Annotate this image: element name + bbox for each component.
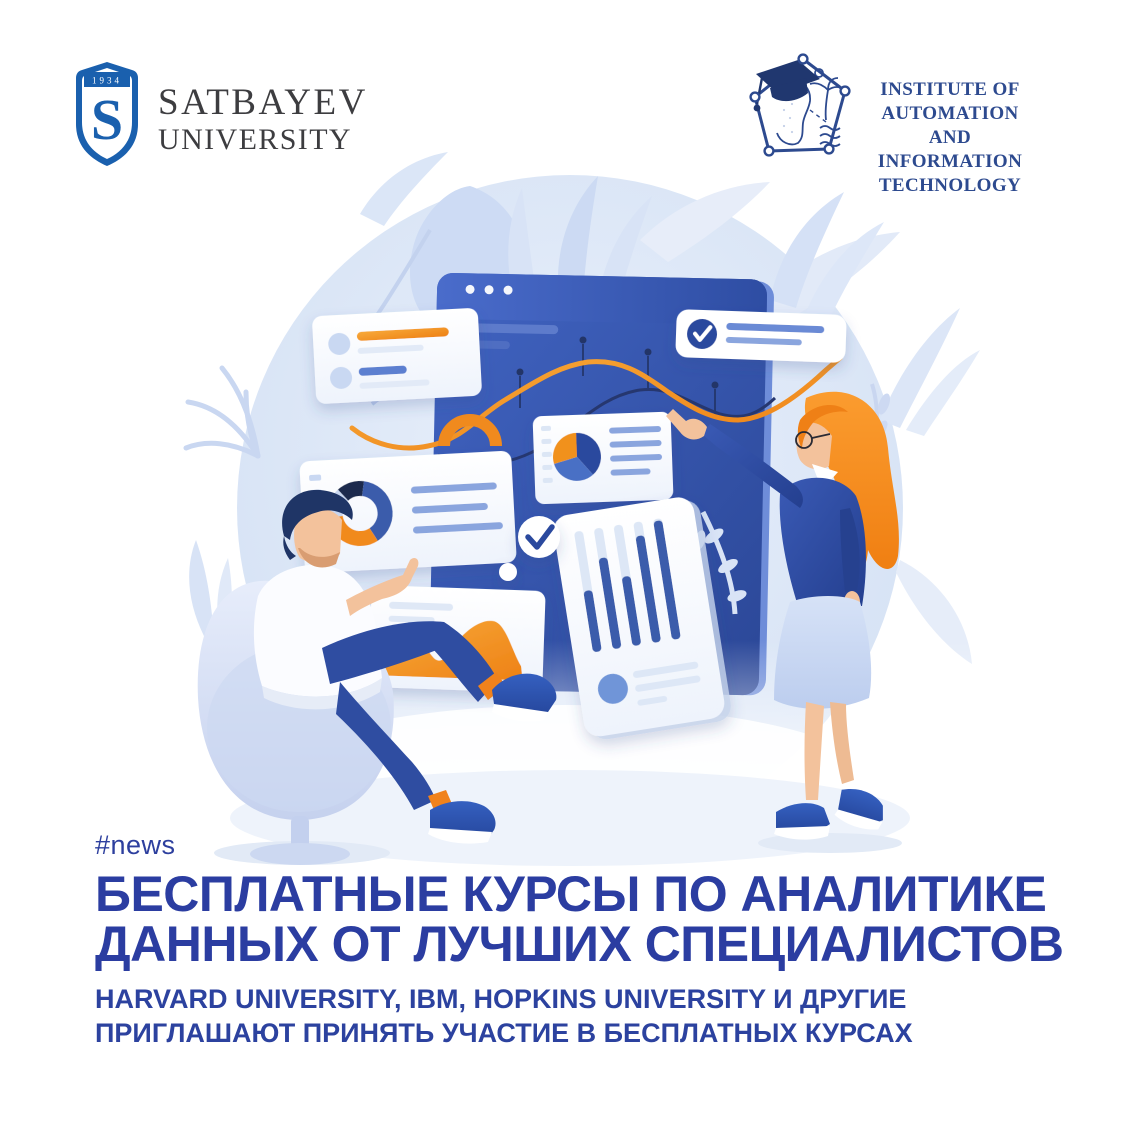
institute-line4: TECHNOLOGY	[878, 175, 1022, 196]
institute-line2: AUTOMATION AND	[881, 103, 1019, 148]
task-check-card	[675, 309, 847, 363]
check-badge-icon	[518, 516, 560, 558]
post-subtitle	[95, 983, 1085, 1051]
woman-skirt	[774, 596, 871, 709]
satbayev-monogram: S	[90, 87, 124, 152]
pie-chart-card	[533, 412, 674, 505]
institute-line3: INFORMATION	[877, 151, 1023, 172]
hashtag: #news	[95, 830, 176, 860]
satbayev-university: UNIVERSITY	[158, 123, 352, 156]
title-line-2: ДАННЫХ ОТ ЛУЧШИХ СПЕЦИАЛИСТОВ	[95, 916, 1064, 972]
post-title	[95, 866, 1085, 972]
subtitle-line-2: ПРИГЛАШАЮТ ПРИНЯТЬ УЧАСТИЕ В БЕСПЛАТНЫХ КУРСАХ	[95, 1017, 913, 1048]
satbayev-name: SATBAYEV	[158, 82, 368, 123]
user-list-card	[312, 308, 482, 405]
subtitle-line-1: HARVARD UNIVERSITY, IBM, HOPKINS UNIVERSITY И ДРУГИЕ	[95, 984, 907, 1014]
institute-line1: INSTITUTE OF	[880, 79, 1020, 100]
caption-block	[95, 830, 1085, 1051]
satbayev-year: 1934	[92, 75, 122, 86]
title-line-1: БЕСПЛАТНЫЕ КУРСЫ ПО АНАЛИТИКЕ	[95, 866, 1047, 922]
